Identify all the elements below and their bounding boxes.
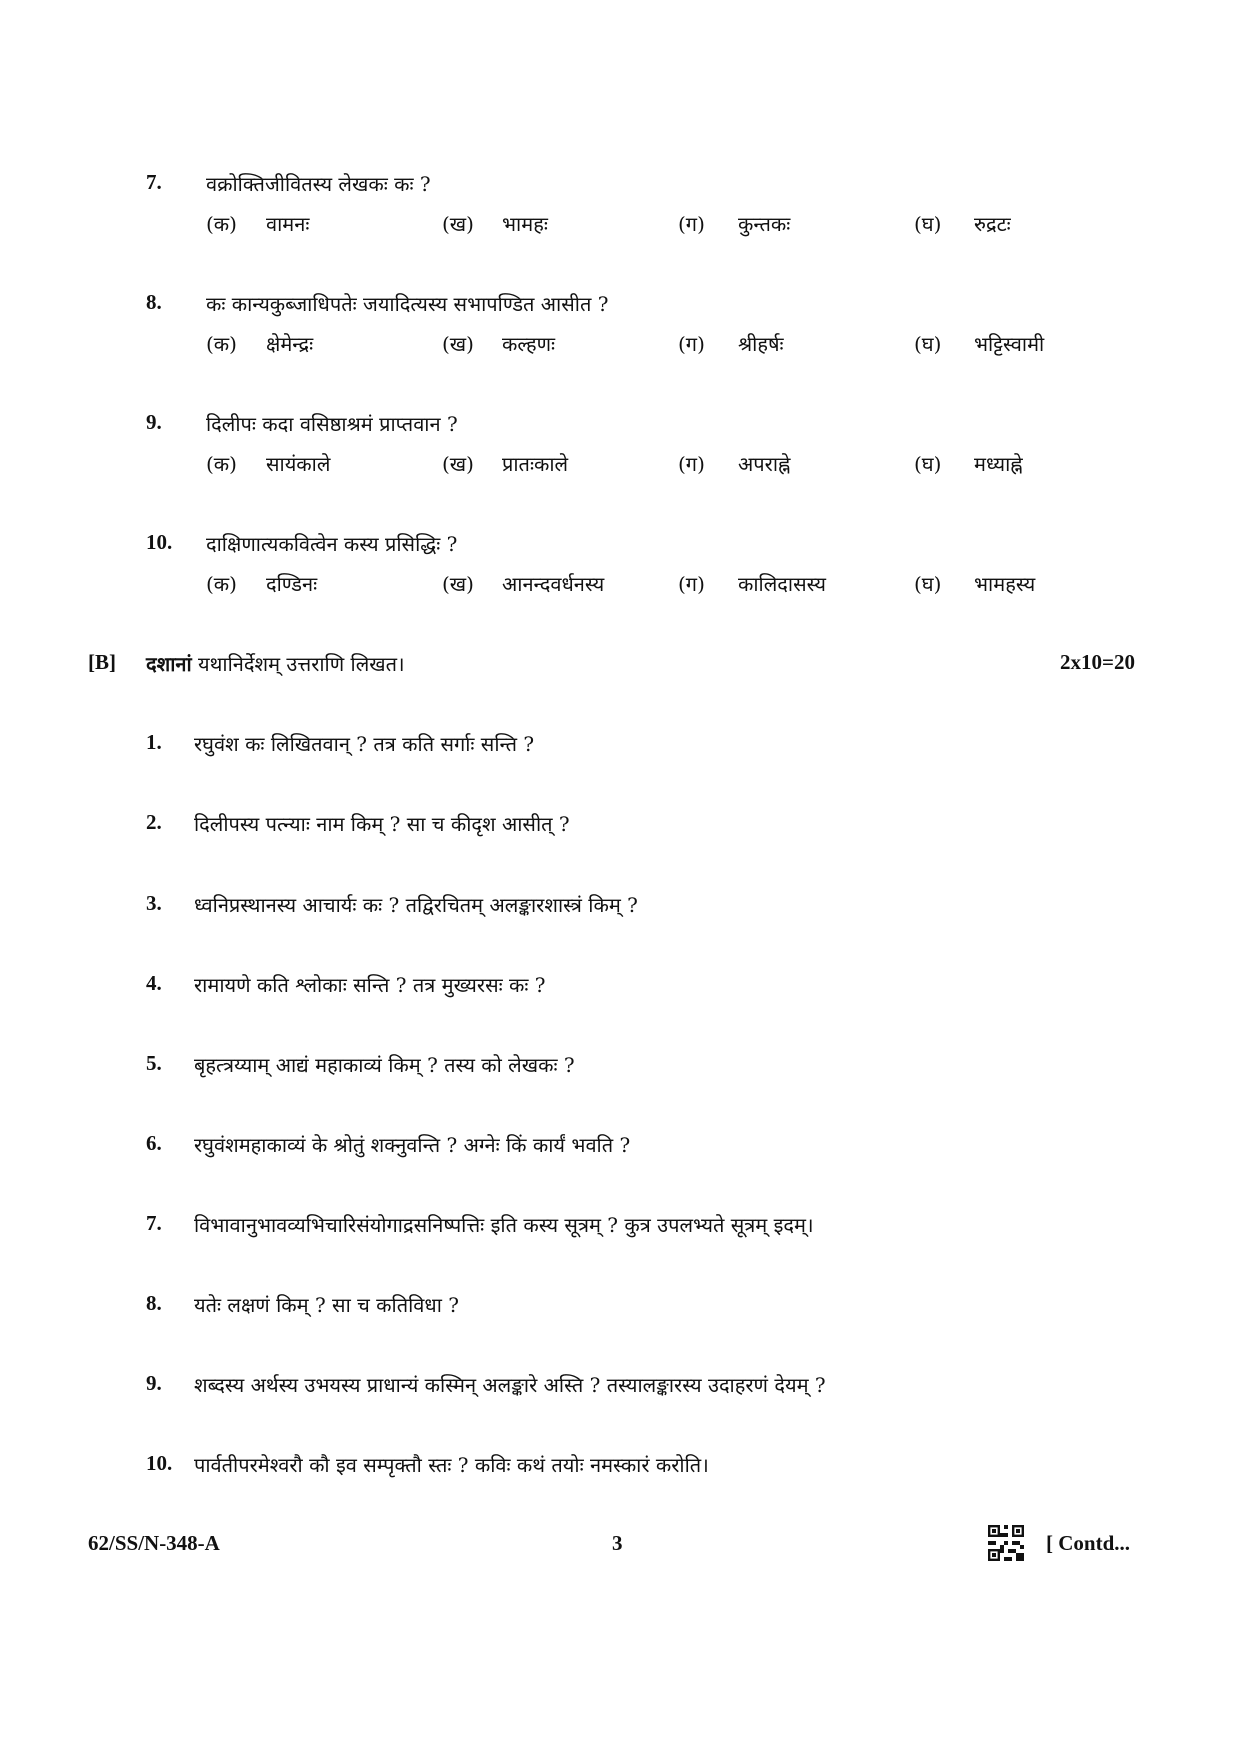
option-label: (क)	[206, 332, 237, 356]
mcq-question: दाक्षिणात्यकवित्वेन कस्य प्रसिद्धिः ?	[206, 532, 458, 556]
short-question-number: 7.	[146, 1211, 162, 1235]
mcq-option	[678, 570, 826, 597]
option-label: (घ)	[914, 212, 942, 236]
short-question-number: 2.	[146, 810, 162, 834]
mcq-number: 7.	[146, 170, 162, 194]
mcq-option	[442, 210, 548, 237]
short-question-number: 9.	[146, 1371, 162, 1395]
mcq-option	[914, 450, 1023, 477]
short-question-number: 1.	[146, 730, 162, 754]
option-text: आनन्दवर्धनस्य	[502, 572, 605, 596]
short-question-text: रामायणे कति श्लोकाः सन्ति ? तत्र मुख्यरसः कः ?	[194, 973, 546, 997]
short-question-text: रघुवंशमहाकाव्यं के श्रोतुं शक्नुवन्ति ? अग्नेः किं कार्यं भवति ?	[194, 1133, 631, 1157]
option-text: सायंकाले	[266, 452, 331, 476]
mcq-option	[678, 330, 784, 357]
short-question-number: 3.	[146, 891, 162, 915]
option-text: रुद्रटः	[974, 212, 1011, 236]
option-text: वामनः	[266, 212, 310, 236]
short-question-number: 10.	[146, 1451, 173, 1475]
short-question-text: रघुवंश कः लिखितवान् ? तत्र कति सर्गाः सन्ति ?	[194, 732, 535, 756]
short-question-number: 4.	[146, 971, 162, 995]
mcq-question: कः कान्यकुब्जाधिपतेः जयादित्यस्य सभापण्डित आसीत ?	[206, 292, 609, 316]
option-label: (ग)	[678, 572, 705, 596]
option-label: (ख)	[442, 572, 474, 596]
page-number: 3	[612, 1531, 623, 1555]
qr-code-icon	[988, 1525, 1024, 1561]
mcq-option	[678, 210, 790, 237]
mcq-option	[206, 330, 313, 357]
short-question-text: यतेः लक्षणं किम् ? सा च कतिविधा ?	[194, 1293, 459, 1317]
option-text: दण्डिनः	[266, 572, 318, 596]
section-heading-rest: यथानिर्देशम् उत्तराणि लिखत।	[191, 652, 405, 676]
mcq-option	[206, 570, 317, 597]
mcq-option	[206, 210, 309, 237]
mcq-question: वक्रोक्तिजीवितस्य लेखकः कः ?	[206, 172, 431, 196]
option-label: (ख)	[442, 452, 474, 476]
mcq-option	[206, 450, 330, 477]
option-label: (क)	[206, 572, 237, 596]
short-question-text: दिलीपस्य पत्न्याः नाम किम् ? सा च कीदृश आसीत् ?	[194, 812, 570, 836]
short-question-number: 5.	[146, 1051, 162, 1075]
mcq-option	[914, 210, 1011, 237]
option-text: भामहस्य	[974, 572, 1036, 596]
mcq-option	[914, 570, 1035, 597]
short-question-text: ध्वनिप्रस्थानस्य आचार्यः कः ? तद्विरचितम् अलङ्कारशास्त्रं किम् ?	[194, 893, 638, 917]
mcq-option	[442, 330, 555, 357]
mcq-option	[442, 570, 604, 597]
option-label: (ग)	[678, 332, 705, 356]
option-text: अपराह्ने	[738, 452, 791, 476]
continued-note: [ Contd...	[1046, 1531, 1131, 1555]
option-label: (क)	[206, 212, 237, 236]
option-label: (ग)	[678, 452, 705, 476]
option-text: भामहः	[502, 212, 548, 236]
mcq-option	[678, 450, 790, 477]
option-label: (घ)	[914, 452, 942, 476]
option-label: (घ)	[914, 572, 942, 596]
option-label: (ग)	[678, 212, 705, 236]
option-label: (ख)	[442, 332, 474, 356]
option-text: कालिदासस्य	[738, 572, 826, 596]
short-question-text: विभावानुभावव्यभिचारिसंयोगाद्रसनिष्पत्तिः इति कस्य सूत्रम् ? कुत्र उपलभ्यते सूत्रम् इदम्।	[194, 1213, 814, 1237]
option-label: (ख)	[442, 212, 474, 236]
section-heading	[146, 650, 405, 677]
option-text: भट्टिस्वामी	[974, 332, 1045, 356]
mcq-number: 10.	[146, 530, 173, 554]
option-text: मध्याह्ने	[974, 452, 1023, 476]
short-question-number: 8.	[146, 1291, 162, 1315]
option-label: (क)	[206, 452, 237, 476]
mcq-option	[442, 450, 568, 477]
section-marks: 2x10=20	[1060, 650, 1135, 674]
option-text: प्रातःकाले	[502, 452, 569, 476]
short-question-number: 6.	[146, 1131, 162, 1155]
short-question-text: शब्दस्य अर्थस्य उभयस्य प्राधान्यं कस्मिन् अलङ्कारे अस्ति ? तस्यालङ्कारस्य उदाहरणं देयम् ?	[194, 1373, 826, 1397]
paper-code: 62/SS/N-348-A	[88, 1531, 220, 1555]
mcq-number: 8.	[146, 290, 162, 314]
section-heading-bold: दशानां	[146, 652, 192, 676]
mcq-question: दिलीपः कदा वसिष्ठाश्रमं प्राप्तवान ?	[206, 412, 458, 436]
option-label: (घ)	[914, 332, 942, 356]
option-text: क्षेमेन्द्रः	[266, 332, 314, 356]
option-text: श्रीहर्षः	[738, 332, 784, 356]
mcq-number: 9.	[146, 410, 162, 434]
section-label: [B]	[88, 650, 116, 674]
short-question-text: बृहत्त्रय्याम् आद्यं महाकाव्यं किम् ? तस्य को लेखकः ?	[194, 1053, 575, 1077]
option-text: कल्हणः	[502, 332, 556, 356]
option-text: कुन्तकः	[738, 212, 791, 236]
short-question-text: पार्वतीपरमेश्वरौ कौ इव सम्पृक्तौ स्तः ? कविः कथं तयोः नमस्कारं करोति।	[194, 1453, 709, 1477]
mcq-option	[914, 330, 1044, 357]
